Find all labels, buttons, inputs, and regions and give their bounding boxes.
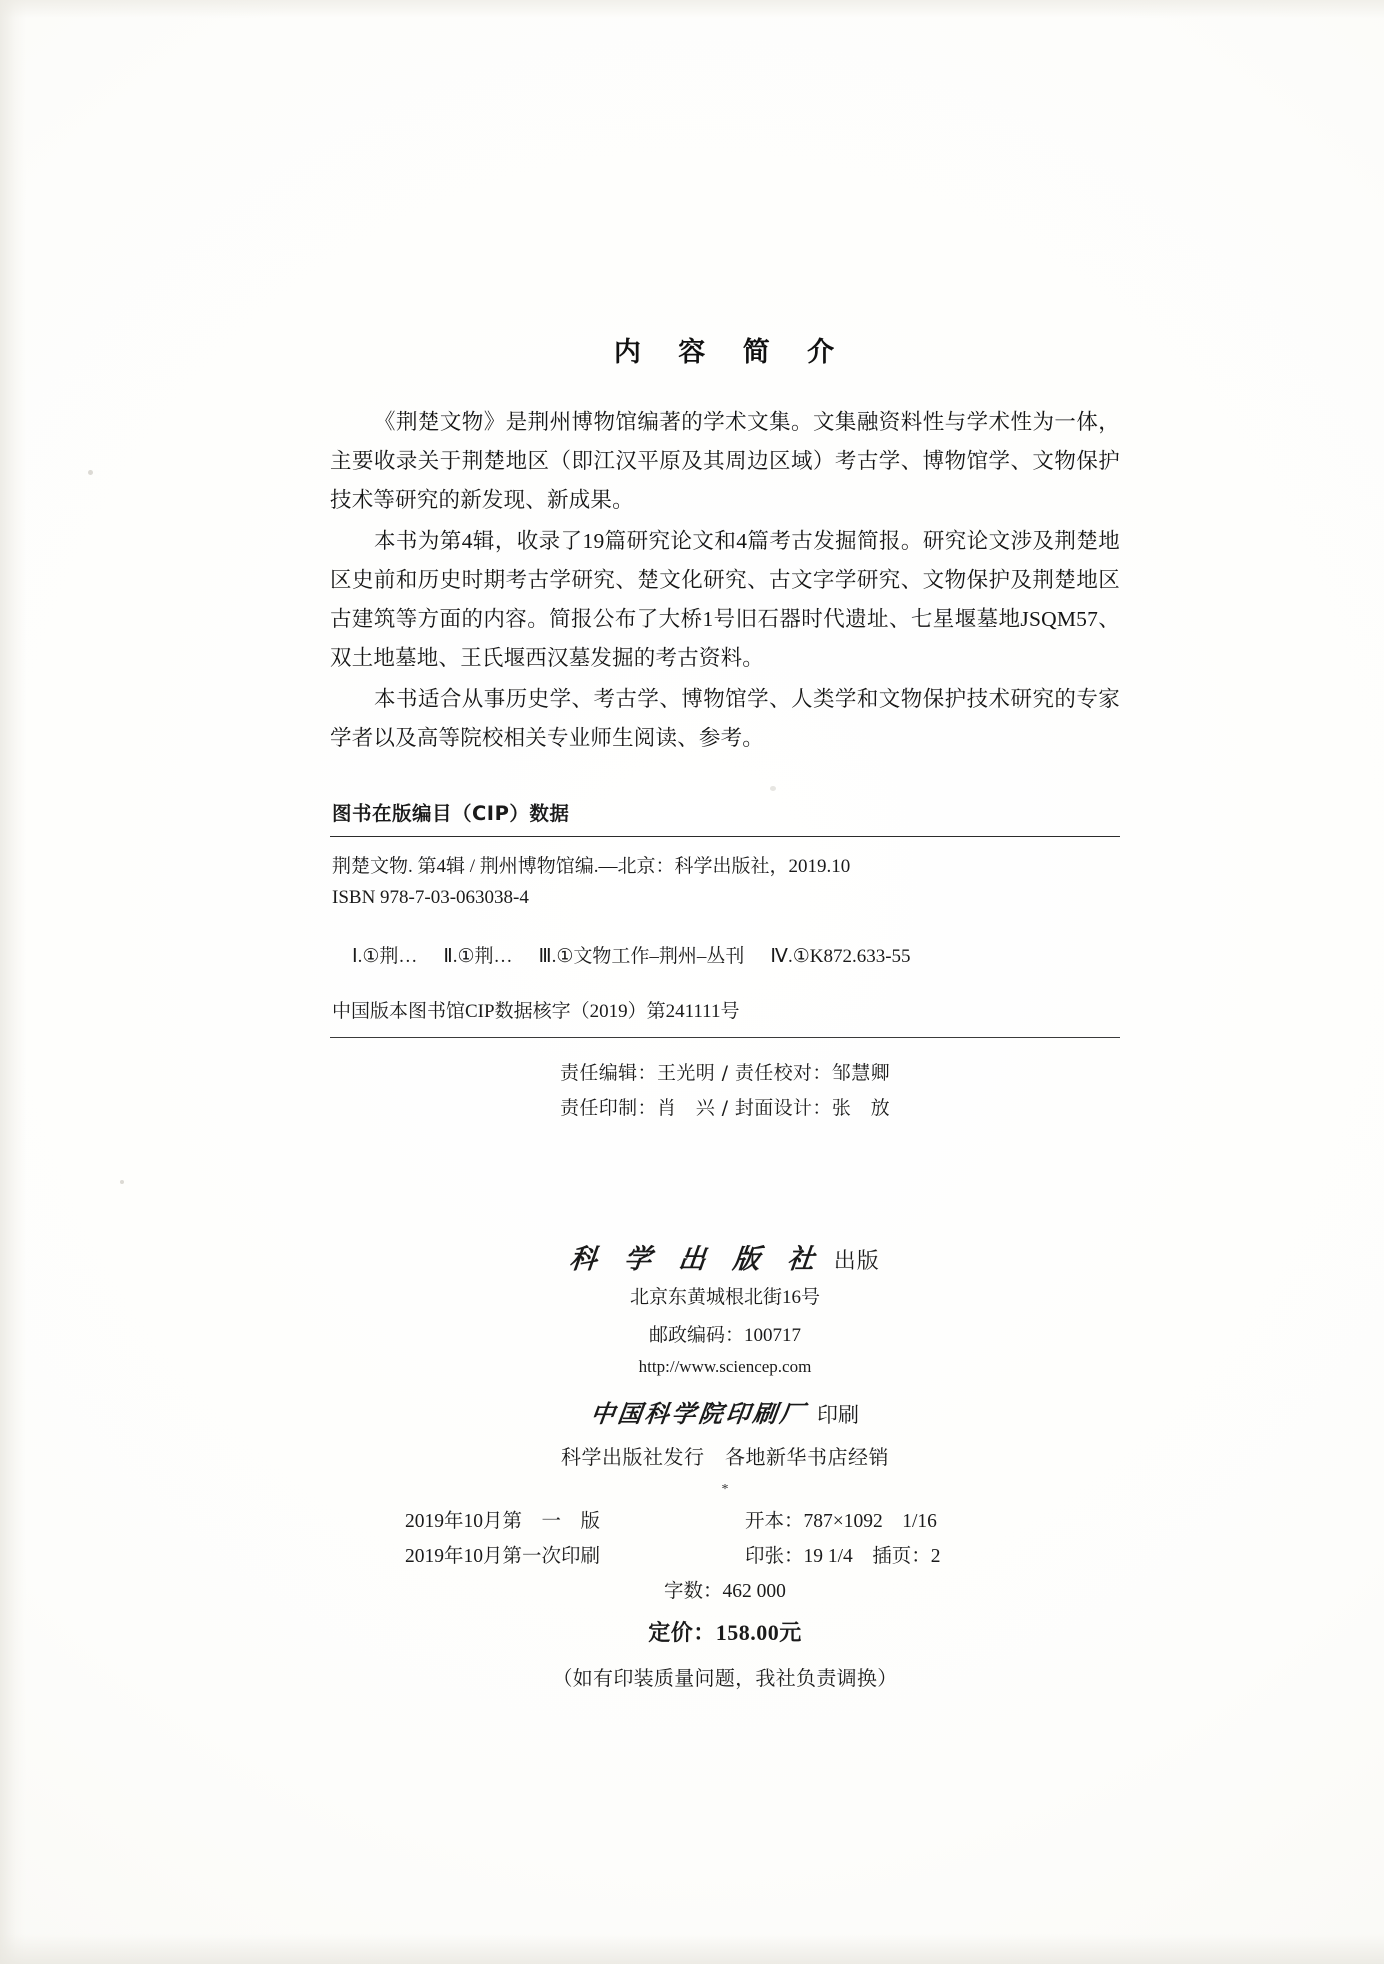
- edition-word-count: 字数：462 000: [664, 1581, 786, 1602]
- cip-classification: [330, 925, 1120, 982]
- printer-verb: 印刷: [817, 1403, 859, 1427]
- cip-body: [330, 837, 1120, 925]
- cip-class-3: Ⅲ.①文物工作–荆州–丛刊: [538, 946, 745, 967]
- page-edge-shadow-left: [0, 0, 26, 1964]
- publisher-logotype: 科 学 出 版 社: [568, 1244, 826, 1275]
- edition-first-printing: 2019年10月第一次印刷: [405, 1546, 601, 1567]
- printer-logotype: 中国科学院印刷厂: [588, 1399, 809, 1428]
- quality-notice: （如有印装质量问题，我社负责调换）: [552, 1668, 898, 1690]
- price-value: 158.00元: [715, 1620, 802, 1645]
- edition-format: 开本：787×1092 1/16: [745, 1511, 937, 1532]
- publisher-verb: 出版: [833, 1249, 880, 1274]
- summary-paragraph: 本书适合从事历史学、考古学、博物馆学、人类学和文物保护技术研究的专家学者以及高等院校相关专业师生阅读、参考。: [330, 687, 1120, 750]
- staff-credits: [330, 1038, 1120, 1132]
- price-line: [330, 1615, 1120, 1650]
- cip-title: 图书在版编目（CIP）数据: [332, 802, 570, 825]
- edition-row-second: [330, 1539, 1120, 1574]
- page-content: [330, 330, 1120, 1697]
- cip-line-1: 荆楚文物. 第4辑 / 荆州博物馆编.—北京：科学出版社，2019.10: [332, 856, 851, 877]
- summary-paragraph: 《荆楚文物》是荆州博物馆编著的学术文集。文集融资料性与学术性为一体，主要收录关于荆楚地区（即江汉平原及其周边区域）考古学、博物馆学、文物保护技术等研究的新发现、新成果。: [330, 410, 1120, 512]
- page-edge-shadow-top: [0, 0, 1384, 18]
- cip-class-2: Ⅱ.①荆…: [443, 946, 513, 967]
- edition-row-first: [330, 1504, 1120, 1539]
- publisher-postcode: 邮政编码：100717: [648, 1325, 801, 1346]
- edition-sheets: 印张：19 1/4 插页：2: [745, 1546, 941, 1567]
- cip-class-4: Ⅳ.①K872.633-55: [770, 946, 911, 967]
- credit-line-editor: 责任编辑：王光明 / 责任校对：邹慧卿: [559, 1062, 891, 1084]
- edition-details: [330, 1504, 1120, 1697]
- page-title: 内 容 简 介: [613, 337, 849, 368]
- publisher-name-line: [330, 1237, 1120, 1276]
- cip-block: [330, 798, 1120, 1038]
- price-label: 定价：: [648, 1620, 716, 1645]
- cip-approval-number: 中国版本图书馆CIP数据核字（2019）第241111号: [332, 1001, 740, 1022]
- content-summary: [330, 403, 1120, 758]
- page-edge-shadow-bottom: [0, 1934, 1384, 1964]
- publisher-address: 北京东黄城根北街16号: [629, 1287, 820, 1308]
- separator-asterisk: *: [721, 1482, 729, 1497]
- summary-paragraph: 本书为第4辑，收录了19篇研究论文和4篇考古发掘简报。研究论文涉及荆楚地区史前和历史时期考古学研究、楚文化研究、古文字学研究、文物保护及荆楚地区古建筑等方面的内容。简报公布了大桥1号旧石器时代遗址、七星堰墓地JSQM57、双土地墓地、王氏堰西汉墓发掘的考古资料。: [330, 529, 1120, 670]
- cip-line-2: ISBN 978-7-03-063038-4: [332, 887, 529, 908]
- distribution-line: 科学出版社发行 各地新华书店经销: [561, 1445, 889, 1469]
- paper-speck: [120, 1180, 124, 1184]
- publisher-website[interactable]: http://www.sciencep.com: [638, 1357, 812, 1376]
- credit-line-printing: 责任印制：肖 兴 / 封面设计：张 放: [559, 1097, 891, 1119]
- paper-speck: [88, 470, 93, 475]
- edition-first-edition: 2019年10月第 一 版: [405, 1511, 601, 1532]
- printer-line: [330, 1394, 1120, 1429]
- publisher-block: [330, 1237, 1120, 1498]
- cip-class-1: Ⅰ.①荆…: [352, 946, 418, 967]
